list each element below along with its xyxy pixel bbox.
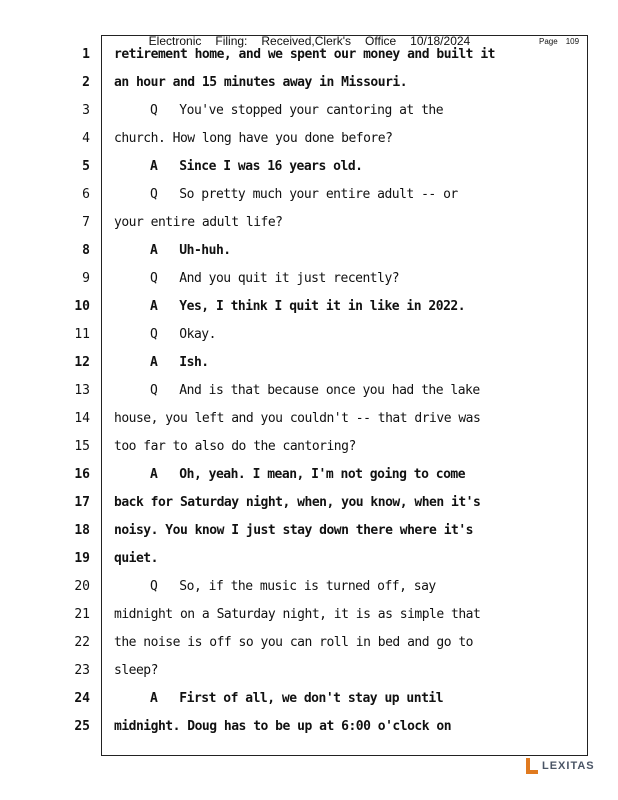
- line-number: 6: [82, 187, 90, 202]
- line-number: 9: [82, 271, 90, 286]
- line-number: 1: [82, 47, 90, 62]
- line-number: 4: [82, 131, 90, 146]
- transcript-line: retirement home, and we spent our money and built it: [114, 47, 495, 62]
- line-number: 21: [74, 607, 90, 622]
- lexitas-logo: [526, 758, 595, 774]
- line-number: 15: [74, 439, 90, 454]
- line-number: 20: [74, 579, 90, 594]
- transcript-line: A Since I was 16 years old.: [150, 159, 363, 174]
- transcript-line: Q So pretty much your entire adult -- or: [150, 187, 458, 202]
- header-office: Office: [365, 34, 397, 48]
- header-electronic: Electronic: [148, 34, 202, 48]
- transcript-line: Q You've stopped your cantoring at the: [150, 103, 444, 118]
- line-number: 17: [74, 495, 90, 510]
- transcript-line: too far to also do the cantoring?: [114, 439, 356, 454]
- transcript-line: midnight. Doug has to be up at 6:00 o'clock on: [114, 719, 452, 734]
- line-number: 11: [74, 327, 90, 342]
- transcript-line: back for Saturday night, when, you know, when it's: [114, 495, 481, 510]
- transcript-line: A Oh, yeah. I mean, I'm not going to come: [150, 467, 466, 482]
- line-number: 24: [74, 691, 90, 706]
- line-number: 12: [74, 355, 90, 370]
- transcript-line: A Yes, I think I quit it in like in 2022.: [150, 299, 466, 314]
- line-number: 25: [74, 719, 90, 734]
- line-number: 23: [74, 663, 90, 678]
- transcript-line: Q And is that because once you had the lake: [150, 383, 480, 398]
- transcript-line: Q So, if the music is turned off, say: [150, 579, 436, 594]
- page-label-text: Page: [539, 37, 558, 46]
- transcript-line: quiet.: [114, 551, 158, 566]
- transcript-line: midnight on a Saturday night, it is as simple that: [114, 607, 481, 622]
- line-number: 14: [74, 411, 90, 426]
- line-number: 19: [74, 551, 90, 566]
- line-number: 3: [82, 103, 90, 118]
- header-filing: Filing:: [215, 34, 248, 48]
- transcript-line: sleep?: [114, 663, 158, 678]
- transcript-line: your entire adult life?: [114, 215, 283, 230]
- transcript-line: noisy. You know I just stay down there where it's: [114, 523, 474, 538]
- transcript-line: A Ish.: [150, 355, 209, 370]
- line-number: 22: [74, 635, 90, 650]
- transcript-line: an hour and 15 minutes away in Missouri.: [114, 75, 408, 90]
- line-number: 8: [82, 243, 90, 258]
- transcript-line: church. How long have you done before?: [114, 131, 393, 146]
- transcript-line: the noise is off so you can roll in bed and go to: [114, 635, 474, 650]
- line-number: 7: [82, 215, 90, 230]
- line-number: 16: [74, 467, 90, 482]
- transcript-line: A First of all, we don't stay up until: [150, 691, 444, 706]
- line-number: 13: [74, 383, 90, 398]
- line-number: 2: [82, 75, 90, 90]
- line-number: 10: [74, 299, 90, 314]
- transcript-line: A Uh-huh.: [150, 243, 231, 258]
- line-number: 18: [74, 523, 90, 538]
- header-date: 10/18/2024: [410, 34, 471, 48]
- header-received: Received,Clerk's: [261, 34, 352, 48]
- transcript-line: Q Okay.: [150, 327, 216, 342]
- lexitas-logo-text: LEXITAS: [542, 760, 595, 772]
- transcript-line: house, you left and you couldn't -- that drive was: [114, 411, 481, 426]
- page-number: 109: [565, 37, 580, 46]
- line-number: 5: [82, 159, 90, 174]
- transcript-line: Q And you quit it just recently?: [150, 271, 400, 286]
- lexitas-logo-icon: [526, 758, 539, 774]
